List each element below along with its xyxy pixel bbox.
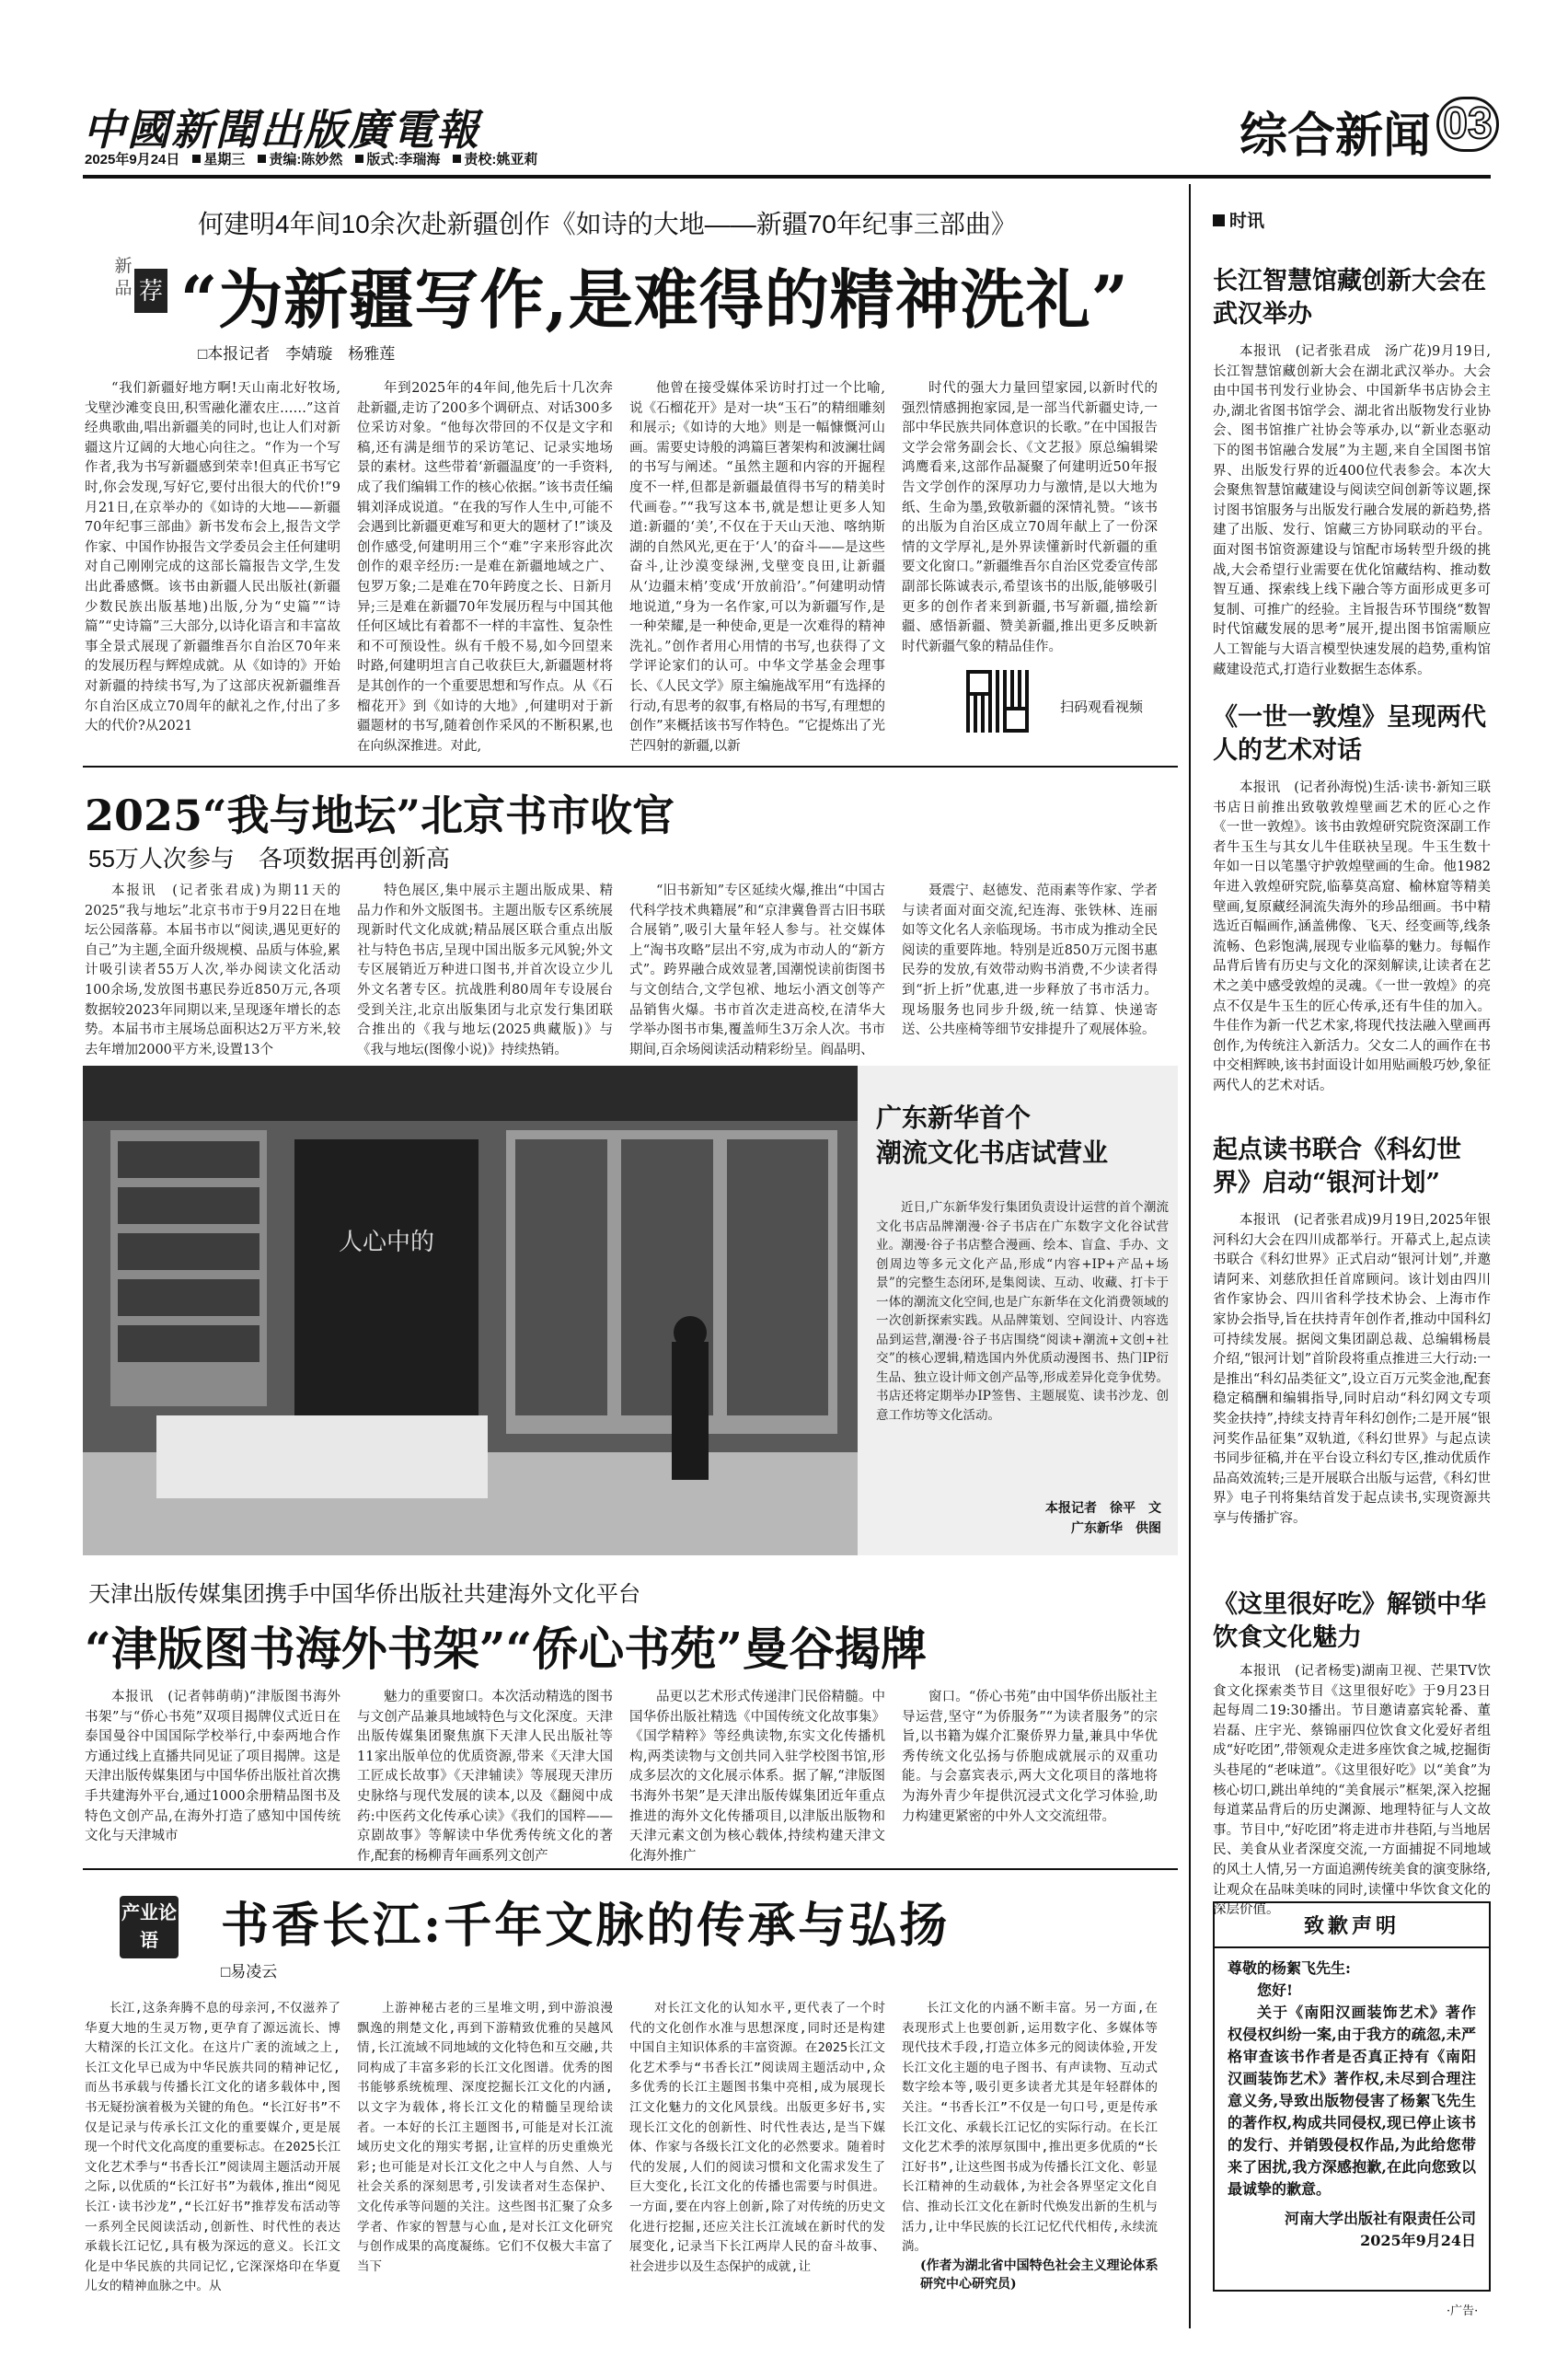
photo-story-text: 近日,广东新华发行集团负责设计运营的首个潮流文化书店品牌潮漫·谷子书店在广东数字文化谷试营业。潮漫·谷子书店整合漫画、绘本、盲盒、手办、文创周边等多元文化产品,形成“内容+IP+产品+场景”的完整生态闭环,是集阅读、互动、收藏、打卡于一体的潮流文化空间,也是广东新华在文化消费领域的一次创新探索实践。从品牌策划、空间设计、内容选品到运营,潮漫·谷子书店围绕“阅读+潮流+文创+社交”的核心逻辑,精选国内外优质动漫图书、热门IP衍生品、独立设计师文创产品等,形成差异化竞争优势。书店还将定期举办IP签售、主题展览、读书沙龙、创意工作坊等文化活动。 [876,1200,1169,1423]
sidebar-item-text: 本报讯 (记者杨雯)湖南卫视、芒果TV饮食文化探索类节目《这里很好吃》于9月23日起每周二19:30播出。节目邀请嘉宾轮番、董岩磊、庄宇光、蔡锦丽四位饮食文化爱好者组成“好吃团”,带领观众走进多座饮食之城,挖掘街头巷尾的“老味道”。《这里很好吃》以“美食”为核心切口,跳出单纯的“美食展示”框架,深入挖掘每道菜品背后的历史渊源、地理特征与人文故事。节目中,“好吃团”将走进市井巷陌,与当地居民、美食从业者深度交流,一方面捕捉不同地域的风土人情,另一方面追溯传统美食的演变脉络,让观众在品味美味的同时,读懂中华饮食文化的深层价值。 [1213,1664,1491,1918]
lead-col-4: 时代的强大力量回望家园,以新时代的强烈情感拥抱家园,是一部当代新疆史诗,一部中华民族共同体意识的长歌。”在中国报告文学会常务副会长、《文艺报》原总编辑梁鸿鹰看来,这部作品凝聚了何建明近50年报告文学创作的深厚功力与激情,是以大地为纸、生命为墨,致敬新疆的深情礼赞。“该书的出版为自治区成立70周年献上了一份深情的文学厚礼,是外界读懂新时代新疆的重要文化窗口。”新疆维吾尔自治区党委宣传部副部长陈诚表示,希望该书的出版,能够吸引更多的创作者来到新疆,书写新疆,描绘新疆、感悟新疆、赞美新疆,推出更多反映新时代新疆气象的精品佳作。 [902,381,1158,654]
apology-salutation: 尊敬的杨絮飞先生: [1228,1959,1351,1977]
column-author-note: (作者为湖北省中国特色社会主义理论体系研究中心研究员) [920,2258,1159,2292]
column-headline: 书香长江:千年文脉的传承与弘扬 [221,1898,951,1954]
apology-title: 致歉声明 [1215,1903,1489,1948]
photo-story-title-1: 广东新华首个 [876,1103,1032,1133]
issue-weekday: 星期三 [203,152,246,167]
sidebar-divider [1189,184,1191,2328]
apology-greeting: 您好! [1257,1981,1294,1999]
issue-date: 2025年9月24日 [85,152,180,167]
column-col-3: 对长江文化的认知水平,更代表了一个时代的文化创作水准与思想深度,同时还是构建中国自主知识体系的丰富资源。在2025长江文化艺术季与“书香长江”阅读周主题活动中,众多优秀的长江主题图书集中亮相,成为展现长江文化魅力的文化风景线。出版更多好书,实现长江文化的创新性、时代性表达,是当下媒体、作家与各级长江文化的必然要求。随着时代的发展,人们的阅读习惯和文化需求发生了巨大变化,长江文化的传播也需要与时俱进。一方面,要在内容上创新,除了对传统的历史文化进行挖掘,还应关注长江流域在新时代的发展变化,记录当下长江两岸人民的奋斗故事、社会进步以及生态保护的成就,让 [629,2001,885,2274]
lead-col-2: 年到2025年的4年间,他先后十几次奔赴新疆,走访了200多个调研点、对话300多位采访对象。“他每次带回的不仅是文字和稿,还有满是细节的采访笔记、记录实地场景的素材。这些带着‘新疆温度’的一手资料,成了我们编辑工作的核心依据。”该书责任编辑刘泽成说道。“在我的写作人生中,可能不会遇到比新疆更难写和更大的题材了!”谈及创作感受,何建明用三个“难”字来形容此次创作的艰辛经历:一是难在新疆地域之广、包罗万象;二是难在70年跨度之长、日新月异;三是难在新疆70年发展历程与中国其他任何区域比有着都不一样的丰富性、复杂性和不可预设性。纵有千般不易,如今回望来时路,何建明坦言自己收获巨大,新疆题材将是其创作的一个重要思想和写作点。从《石榴花开》到《如诗的大地》,何建明对于新疆题材的书写,随着创作采风的不断积累,也在向纵深推进。对此, [357,381,613,754]
page-number: 03 [1436,97,1499,152]
lead-byline: □本报记者 李婧璇 杨雅莲 [198,345,396,363]
lead-bottom-rule [83,766,1178,768]
badge-strong: 荐 [134,269,167,313]
sidebar-item-text: 本报讯 (记者张君成)9月19日,2025年银河科幻大会在四川成都举行。开幕式上,起点读书联合《科幻世界》正式启动“银河计划”,并邀请阿来、刘慈欣担任首席顾问。该计划由四川省作家协会、四川省科学技术协会、上海市作家协会指导,旨在扶持青年创作者,推动中国科幻可持续发展。据阅文集团副总裁、总编辑杨晨介绍,“银河计划”首阶段将重点推进三大行动:一是推出“科幻品类征文”,设立百万元奖金池,配套稳定稿酬和编辑指导,同时启动“科幻网文专项奖金扶持”,持续支持青年科幻创作;二是开展“银河奖作品征集”双轨道,《科幻世界》与起点读书同步征稿,并在平台设立科幻专区,推动优质作品高效流转;三是开展联合出版与运营,《科幻世界》电子刊将集结首发于起点读书,实现资源共享与传播扩容。 [1213,1213,1491,1526]
bookfair-subhead: 55万人次参与 各项数据再创新高 [88,845,450,872]
badge-small: 新 品 [114,257,133,298]
tianjin-col-4: 窗口。“侨心书苑”由中国华侨出版社主导运营,坚守“为侨服务”“为读者服务”的宗旨,以书籍为媒介汇聚侨界力量,兼具中华优秀传统文化弘扬与侨胞成就展示的双重功能。与会嘉宾表示,两大文化项目的落地将为海外青少年提供沉浸式文化学习体验,助力构建更紧密的中外人文交流纽带。 [902,1690,1158,1824]
sidebar-label-text: 时讯 [1229,212,1265,231]
bookfair-headline: 2025“我与地坛”北京书市收官 [85,791,674,840]
sidebar-item-text: 本报讯 (记者孙海悦)生活·读书·新知三联书店日前推出致敬敦煌壁画艺术的匠心之作《一世一敦煌》。该书由敦煌研究院资深副工作者牛玉生与其女儿牛佳联袂呈现。牛玉生数十年如一日以笔墨守护敦煌壁画的生命。他1982年进入敦煌研究院,临摹莫高窟、榆林窟等精美壁画,复原藏经洞流失海外的珍品细画。书中精选近百幅画作,涵盖佛像、飞天、经变画等,线条流畅、色彩饱满,展现专业临摹的魅力。每幅作品背后皆有历史与文化的深刻解读,让读者在艺术之美中感受敦煌的灵魂。《一世一敦煌》的亮点不仅是牛玉生的匠心传承,还有牛佳的加入。牛佳作为新一代艺术家,将现代技法融入壁画再创作,为传统注入新活力。父女二人的画作在书中交相辉映,该书封面设计如用贴画般巧妙,象征两代人的艺术对话。 [1213,780,1491,1093]
sidebar-label [1213,207,1264,232]
apology-signer: 河南大学出版社有限责任公司 [1284,2210,1476,2227]
apology-text: 关于《南阳汉画装饰艺术》著作权侵权纠纷一案,由于我方的疏忽,未严格审查该书作者是否真正持有《南阳汉画装饰艺术》著作权,未尽到合理注意义务,导致出版物侵害了杨絮飞先生的著作权,构成共同侵权,现已停止该书的发行、并销毁侵权作品,为此给您带来了困扰,我方深感抱歉,在此向您致以最诚挚的歉意。 [1228,2004,1476,2198]
qr-code[interactable] [966,670,1029,733]
lead-col-3: 他曾在接受媒体采访时打过一个比喻,说《石榴花开》是对一块“玉石”的精细雕刻和展示;《如诗的大地》则是一幅慷慨河山画。需要史诗般的鸿篇巨著架构和波澜壮阔的书写与阐述。“虽然主题和内容的开掘程度不一样,但都是新疆最值得书写的精美时代画卷。”“我写这本书,就是想让更多人知道:新疆的‘美’,不仅在于天山天池、喀纳斯湖的自然风光,更在于‘人’的奋斗——是这些奋斗,让沙漠变绿洲,戈壁变良田,让新疆从‘边疆末梢’变成‘开放前沿’。”何建明动情地说道,“身为一名作家,可以为新疆写作,是一种荣耀,是一种使命,更是一次难得的精神洗礼。”创作者用心用情的书写,也获得了文学评论家们的认可。中华文学基金会理事长、《人民文学》原主编施战军用“有选择的行动,有思考的叙事,有格局的书写,有理想的创作”来概括该书写作特色。“它提炼出了光芒四射的新疆,以新 [629,381,885,754]
bookstore-photo-image [83,1066,858,1555]
column-top-rule [83,1868,1178,1870]
column-byline: □易凌云 [221,1963,278,1981]
lead-col-1: “我们新疆好地方啊!天山南北好牧场,戈壁沙滩变良田,积雪融化灌农庄……”这首经典歌曲,唱出新疆美的同时,也让人们对新疆这片辽阔的大地心向往之。“作为一个写作者,我为书写新疆感到荣幸!但真正书写它时,你会发现,写好它,要付出很大的代价!”9月21日,在京举办的《如诗的大地——新疆70年纪事三部曲》新书发布会上,报告文学作家、中国作协报告文学委员会主任何建明对自己刚刚完成的这部长篇报告文学,生发出此番感慨。该书由新疆人民出版社(新疆少数民族出版基地)出版,分为“史篇”“诗篇”“史诗篇”三大部分,以诗化语言和丰富故事全景式展现了新疆维吾尔自治区70年来的发展历程与辉煌成就。从《如诗的》开始对新疆的持续书写,为了这部庆祝新疆维吾尔自治区成立70周年的献礼之作,付出了多大的代价?从2021 [85,381,340,734]
sidebar-item-title: 《一世一敦煌》呈现两代人的艺术对话 [1213,703,1486,765]
header-rule [83,175,1491,179]
new-book-badge [110,247,167,328]
sidebar-item-text: 本报讯 (记者张君成 汤广花)9月19日,长江智慧馆藏创新大会在湖北武汉举办。大会由中国书刊发行业协会、中国新华书店协会主办,湖北省图书馆学会、湖北省出版物发行业协会、图书馆推广社协会等承办,以“新业态驱动下的图书馆融合发展”为主题,来自全国图书馆界、出版发行界的近400位代表参会。本次大会聚焦智慧馆藏建设与阅读空间创新等议题,探讨图书馆服务与出版发行融合发展的新趋势,搭建了出版、发行、馆藏三方协同联动的平台。面对图书馆资源建设与馆配市场转型升级的挑战,大会希望行业需要在优化馆藏结构、推动数智互通、探索线上线下融合等方面形成更多可复制、可推广的经验。主旨报告环节围绕“数智时代馆藏发展的思考”展开,提出图书馆需顺应人工智能与大语言模型快速发展的趋势,重构馆藏建设范式,打造行业数据生态体系。 [1213,344,1491,677]
column-col-2: 上游神秘古老的三星堆文明,到中游浪漫飘逸的荆楚文化,再到下游精致优雅的吴越风情,长江流域不同地域的文化特色和互交融,共同构成了丰富多彩的长江文化图谱。优秀的图书能够系统梳理、深度挖掘长江文化的内涵,以文字为载体,将长江文化的精髓呈现给读者。一本好的长江主题图书,可能是对长江流域历史文化的翔实考据,让宣样的历史重焕光彩;也可能是对长江文化之中人与自然、人与社会关系的深刻思考,引发读者对生态保护、文化传承等问题的关注。这些图书汇聚了众多学者、作家的智慧与心血,是对长江文化研究与创作成果的高度凝练。它们不仅极大丰富了当下 [357,2001,613,2274]
lead-kicker: 何建明4年间10余次赴新疆创作《如诗的大地——新疆70年纪事三部曲》 [198,210,1017,238]
responsible-editor: 责编:陈妙然 [269,152,343,167]
column-col-1: 长江,这条奔腾不息的母亲河,不仅滋养了华夏大地的生灵万物,更孕育了源远流长、博大精深的长江文化。在这片广袤的流域之上,长江文化早已成为中华民族共同的精神记忆,而丛书承载与传播长江文化的诸多载体中,图书无疑扮演着极为关键的角色。“长江好书”不仅是记录与传承长江文化的重要媒介,更是展现一个时代文化高度的重要标志。在2025长江文化艺术季与“书香长江”阅读周主题活动开展之际,以优质的“长江好书”为载体,推出“阅见长江·读书沙龙”,“长江好书”推荐发布活动等一系列全民阅读活动,创新性、时代性的表达承载长江记忆,具有极为深远的意义。长江文化是中华民族的共同记忆,它深深烙印在华夏儿女的精神血脉之中。从 [85,2001,340,2294]
bookfair-col-3: “旧书新知”专区延续火爆,推出“中国古代科学技术典籍展”和“京津冀鲁晋古旧书联合展销”,吸引大量年轻人参与。社交媒体上“淘书攻略”层出不穷,成为市动人的“新方式”。跨界融合成效显著,国潮悦读前街图书与文创结合,文学包袱、地坛小酒文创等产品销售火爆。书市首次走进高校,在清华大学举办图书市集,覆盖师生3万余人次。书市期间,百余场阅读活动精彩纷呈。阎晶明、 [629,883,885,1057]
section-heading [1239,97,1499,166]
photo-story-title-2: 潮流文化书店试营业 [876,1138,1109,1168]
photo-credit-1: 本报记者 徐平 文 [1045,1501,1161,1516]
issue-meta [85,149,537,168]
photo-credit-2: 广东新华 供图 [1071,1521,1161,1536]
tianjin-col-1: 本报讯 (记者韩萌萌)“津版图书海外书架”与“侨心书苑”双项目揭牌仪式近日在泰国曼谷中国国际学校举行,中泰两地合作方通过线上直播共同见证了项目揭牌。这是天津出版传媒集团与中国华侨出版社首次携手共建海外平台,通过1000余册精品图书及特色文创产品,在海外打造了感知中国传统文化与天津城市 [85,1690,340,1844]
sidebar-item-title: 起点读书联合《科幻世界》启动“银河计划” [1213,1136,1461,1197]
column-badge: 产业论语 [120,1896,179,1958]
qr-caption: 扫码观看视频 [1060,699,1144,715]
apology-date: 2025年9月24日 [1360,2232,1476,2249]
apology-notice [1213,1901,1491,2292]
photo-wall-text: 人心中的 [338,1229,435,1256]
tianjin-col-3: 品更以艺术形式传递津门民俗精髓。中国华侨出版社精选《中国传统文化故事集》《国学精粹》等经典读物,东实文化传播机构,两类读物与文创共同入驻学校图书馆,形成多层次的文化展示体系。据了解,“津版图书海外书架”是天津出版传媒集团近年重点推进的海外文化传播项目,以津版出版物和天津元素文创为核心载体,持续构建天津文化海外推广 [629,1690,885,1864]
proofreader: 责校:姚亚莉 [464,152,538,167]
bookfair-col-4: 聂震宁、赵德发、范雨素等作家、学者与读者面对面交流,纪连海、张铁林、连丽如等文化名人亲临现场。书市成为推动全民阅读的重要阵地。特别是近850万元图书惠民券的发放,有效带动购书消费,不少读者得到“折上折”优惠,进一步释放了书市活力。现场服务也同步升级,统一结算、快递寄送、公共座椅等细节安排提升了观展体验。 [902,883,1158,1038]
bookstore-photo [83,1066,858,1555]
section-name: 综合新闻 [1239,108,1431,164]
masthead: 中國新聞出版廣電報 [83,105,480,155]
ad-mark: ·广告· [1447,2304,1479,2318]
sidebar-item-title: 《这里很好吃》解锁中华饮食文化魅力 [1213,1590,1486,1652]
layout-editor: 版式:李瑞海 [366,152,441,167]
sidebar-label-square [1213,214,1225,226]
tianjin-headline: “津版图书海外书架”“侨心书苑”曼谷揭牌 [85,1622,928,1676]
bookfair-col-1: 本报讯 (记者张君成)为期11天的2025“我与地坛”北京书市于9月22日在地坛公园落幕。本届书市以“阅读,遇见更好的自己”为主题,全面升级规模、品质与体验,累计吸引读者55万人次,举办阅读文化活动100余场,发放图书惠民券近850万元,各项数据较2023年同期以来,呈现逐年增长的态势。本届书市主展场总面积达2万平方米,较去年增加2000平方米,设置13个 [85,883,340,1057]
lead-headline: “为新疆写作,是难得的精神洗礼” [180,261,1129,338]
tianjin-kicker: 天津出版传媒集团携手中国华侨出版社共建海外文化平台 [88,1582,640,1607]
column-col-4: 长江文化的内涵不断丰富。另一方面,在表现形式上也要创新,运用数字化、多媒体等现代技术手段,打造立体多元的阅读体验,开发长江文化主题的电子图书、有声读物、互动式数字绘本等,吸引更多读者尤其是年轻群体的关注。“书香长江”不仅是一句口号,更是传承长江文化、承载长江记忆的实际行动。在长江文化艺术季的浓厚氛围中,推出更多优质的“长江好书”,让这些图书成为传播长江文化、彰显长江精神的生动载体,为社会各界坚定文化自信、推动长江文化在新时代焕发出新的生机与活力,让中华民族的长江记忆代代相传,永续流淌。 [902,2001,1158,2255]
tianjin-col-2: 魅力的重要窗口。本次活动精选的图书与文创产品兼具地域特色与文化深度。天津出版传媒集团聚焦旗下天津人民出版社等11家出版单位的优质资源,带来《天津大国工匠成长故事》《天津辅读》等展现天津历史脉络与现代发展的读本,以及《翻阅中成药:中医药文化传承心读》《我们的国粹——京剧故事》等解读中华优秀传统文化的著作,配套的杨柳青年画系列文创产 [357,1690,613,1864]
bookfair-col-2: 特色展区,集中展示主题出版成果、精品力作和外文版图书。主题出版专区系统展现新时代文化成就;精品展区联合重点出版社与特色书店,呈现中国出版多元风貌;外文专区展销近万种进口图书,并首次设立少儿外文名著专区。抗战胜利80周年专设展台受到关注,北京出版集团与北京发行集团联合推出的《我与地坛(2025典藏版)》与《我与地坛(图像小说)》持续热销。 [357,883,613,1057]
apology-body [1215,1948,1489,2261]
sidebar-item-title: 长江智慧馆藏创新大会在武汉举办 [1213,267,1486,329]
